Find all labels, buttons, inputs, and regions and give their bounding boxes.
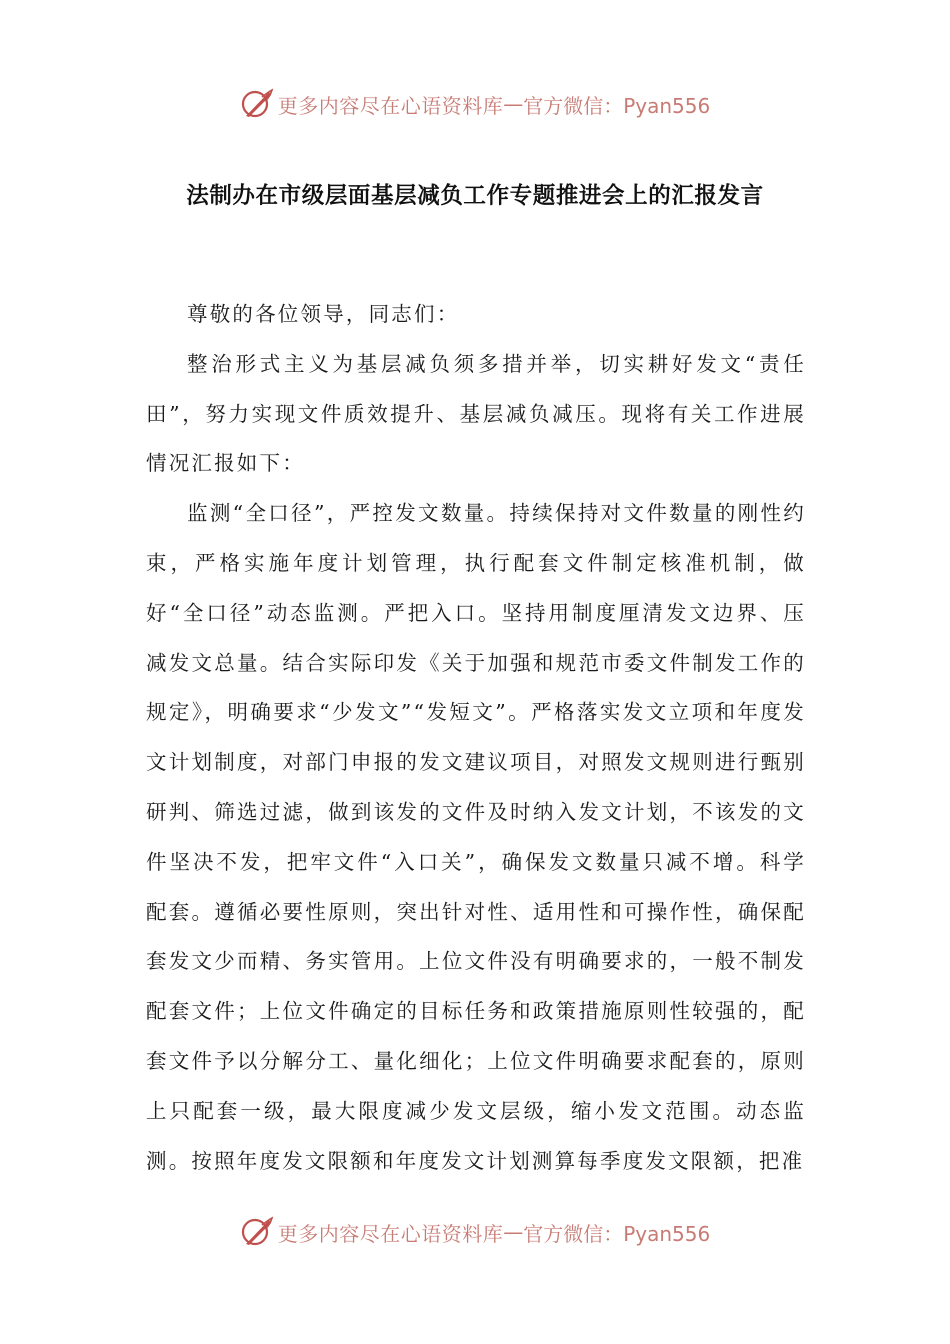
footer-banner — [0, 1212, 950, 1252]
footer-separator: — — [503, 1220, 524, 1244]
document-body — [146, 290, 806, 1186]
paragraph-intro: 整治形式主义为基层减负须多措并举，切实耕好发文“责任田”，努力实现文件质效提升、基层减负减压。现将有关工作进展情况汇报如下： — [146, 351, 806, 476]
quill-pen-logo-icon — [240, 1215, 274, 1249]
quill-pen-logo-icon — [240, 87, 274, 121]
banner-wechat: 官方微信：Pyan556 — [523, 93, 711, 118]
document-title: 法制办在市级层面基层减负工作专题推进会上的汇报发言 — [186, 183, 764, 209]
paragraph-monitoring: 监测“全口径”，严控发文数量。持续保持对文件数量的刚性约束，严格实施年度计划管理，执行配套文件制定核准机制，做好“全口径”动态监测。严把入口。坚持用制度厘清发文边界、压减发文总量。结合实际印发《关于加强和规范市委文件制发工作的规定》，明确要求“少发文”“发短文”。严格落实发文立项和年度发文计划制度，对部门申报的发文建议项目，对照发文规则进行甄别研判、筛选过滤，做到该发的文件及时纳入发文计划，不该发的文件坚决不发，把牢文件“入口关”，确保发文数量只减不增。科学配套。遵循必要性原则，突出针对性、适用性和可操作性，确保配套发文少而精、务实管用。上位文件没有明确要求的，一般不制发配套文件；上位文件确定的目标任务和政策措施原则性较强的，配套文件予以分解分工、量化细化；上位文件明确要求配套的，原则上只配套一级，最大限度减少发文层级，缩小发文范围。动态监测。按照年度发文限额和年度发文计划测算每季度发文限额，把准 — [146, 501, 806, 1173]
footer-slogan: 更多内容尽在心语资料库 — [277, 1221, 504, 1246]
salutation: 尊敬的各位领导，同志们： — [187, 302, 460, 326]
header-banner — [0, 84, 950, 124]
footer-wechat: 官方微信：Pyan556 — [523, 1221, 711, 1246]
banner-separator: — — [503, 92, 524, 116]
banner-slogan: 更多内容尽在心语资料库 — [277, 93, 504, 118]
